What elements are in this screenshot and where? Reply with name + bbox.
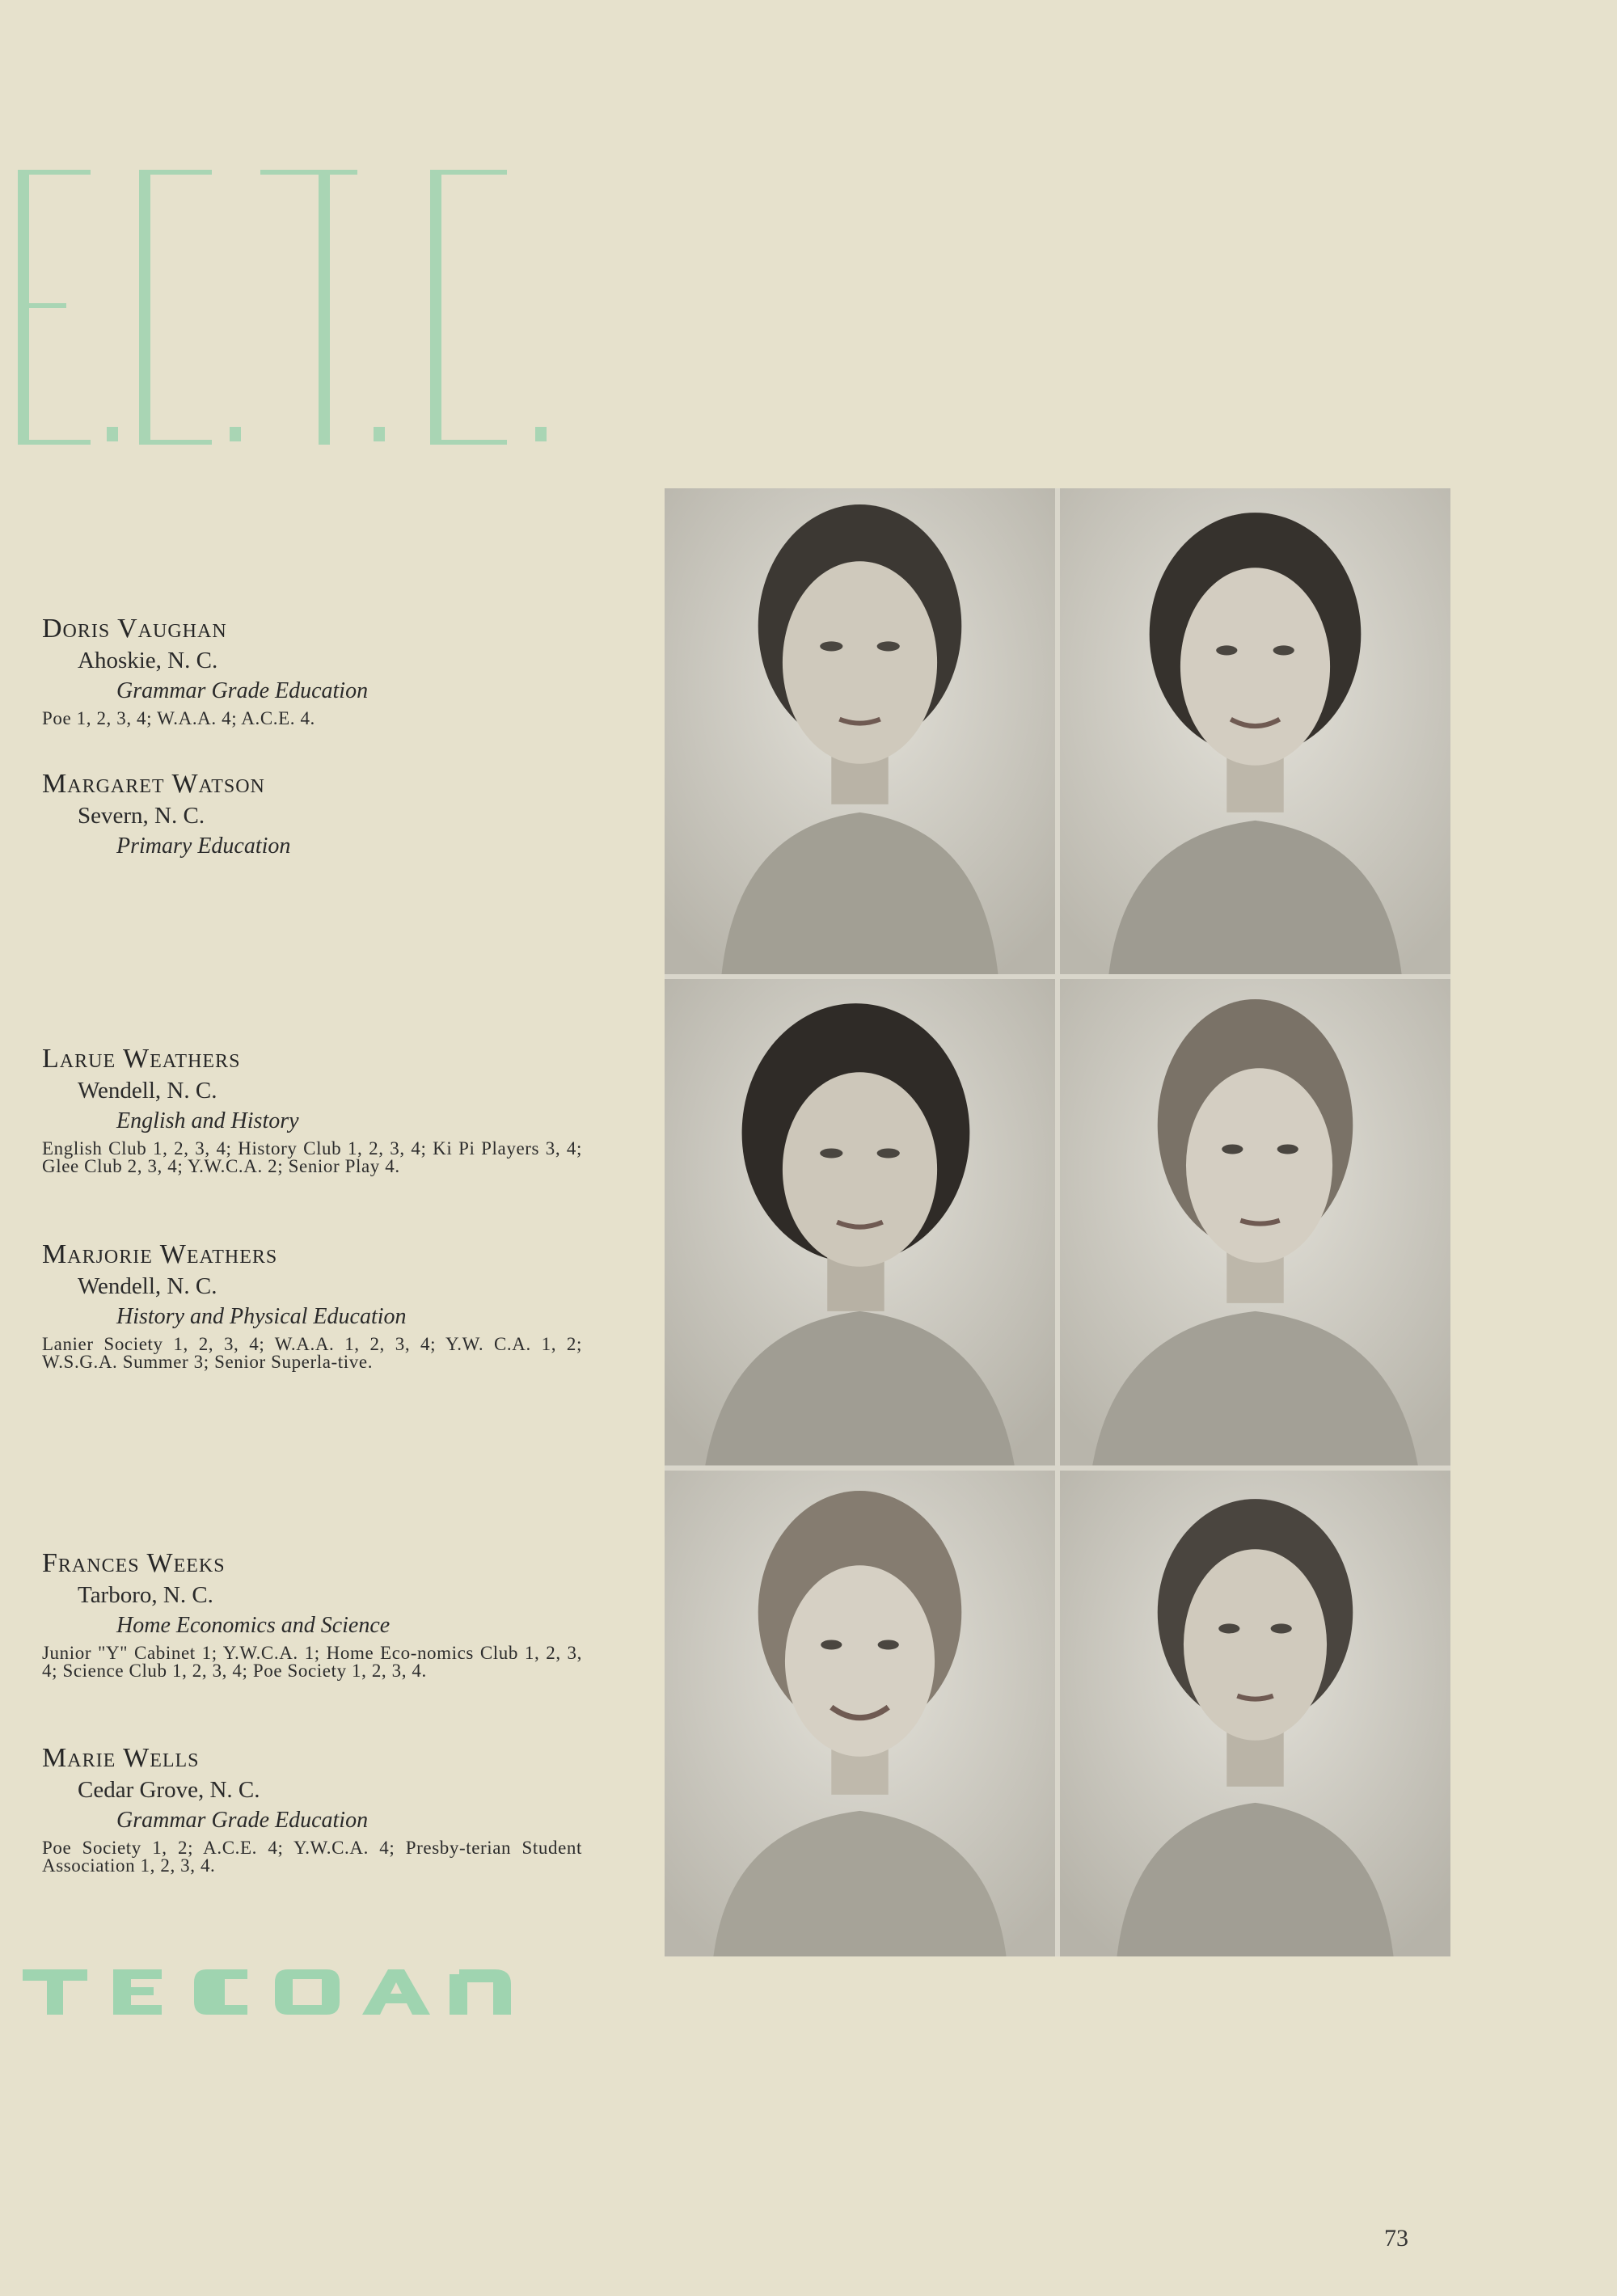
student-entry-2 <box>42 768 584 862</box>
tecoan-logo-graphic <box>23 1966 540 2016</box>
student-town: Wendell, N. C. <box>78 1078 217 1104</box>
portrait-image <box>665 979 1055 1465</box>
portrait-photo-4 <box>1060 979 1450 1465</box>
student-name: Doris Vaughan <box>42 614 227 644</box>
portrait-photo-2 <box>1060 488 1450 974</box>
portrait-photo-5 <box>665 1471 1055 1956</box>
student-entry-3 <box>42 1043 584 1175</box>
portrait-photo-6 <box>1060 1471 1450 1956</box>
student-activities: Poe 1, 2, 3, 4; W.A.A. 4; A.C.E. 4. <box>42 708 315 728</box>
student-major: History and Physical Education <box>116 1304 407 1329</box>
student-town: Severn, N. C. <box>78 803 205 829</box>
student-entry-5 <box>42 1547 584 1680</box>
student-major: Grammar Grade Education <box>116 678 369 703</box>
portrait-image <box>1060 979 1450 1465</box>
student-town: Wendell, N. C. <box>78 1273 217 1299</box>
student-entry-1 <box>42 613 584 728</box>
student-major: Grammar Grade Education <box>116 1808 369 1833</box>
portrait-image <box>665 1471 1055 1956</box>
portrait-grid <box>665 488 1450 1956</box>
student-name: Margaret Watson <box>42 769 265 799</box>
student-name: Marjorie Weathers <box>42 1239 278 1269</box>
masthead-ectc-graphic <box>18 170 551 445</box>
masthead-ectc-logo <box>18 170 551 445</box>
student-name: Frances Weeks <box>42 1548 226 1578</box>
student-town: Tarboro, N. C. <box>78 1582 213 1608</box>
student-activities: English Club 1, 2, 3, 4; History Club 1, 2, 3, 4; Ki Pi Players 3, 4; Glee Club 2, 3, 4; Y.W.C.A. 2; Senior Play 4. <box>42 1138 582 1176</box>
student-major: English and History <box>116 1108 299 1133</box>
student-entry-6 <box>42 1742 584 1875</box>
student-name: Larue Weathers <box>42 1044 241 1074</box>
student-activities: Lanier Society 1, 2, 3, 4; W.A.A. 1, 2, 3, 4; Y.W. C.A. 1, 2; W.S.G.A. Summer 3; Senior Superla-tive. <box>42 1334 582 1372</box>
portrait-photo-3 <box>665 979 1055 1465</box>
portrait-image <box>1060 1471 1450 1956</box>
page-number: 73 <box>1384 2225 1408 2252</box>
student-activities: Junior "Y" Cabinet 1; Y.W.C.A. 1; Home Eco-nomics Club 1, 2, 3, 4; Science Club 1, 2, 3, 4; Poe Society 1, 2, 3, 4. <box>42 1643 582 1681</box>
student-town: Ahoskie, N. C. <box>78 648 218 673</box>
student-activities: Poe Society 1, 2; A.C.E. 4; Y.W.C.A. 4; Presby-terian Student Association 1, 2, 3, 4. <box>42 1838 582 1876</box>
student-name: Marie Wells <box>42 1743 200 1773</box>
tecoan-logo <box>23 1966 540 2016</box>
student-entry-4 <box>42 1239 584 1371</box>
portrait-image <box>1060 488 1450 974</box>
student-town: Cedar Grove, N. C. <box>78 1777 260 1803</box>
portrait-photo-1 <box>665 488 1055 974</box>
student-major: Primary Education <box>116 834 291 859</box>
student-major: Home Economics and Science <box>116 1613 391 1638</box>
portrait-image <box>665 488 1055 974</box>
